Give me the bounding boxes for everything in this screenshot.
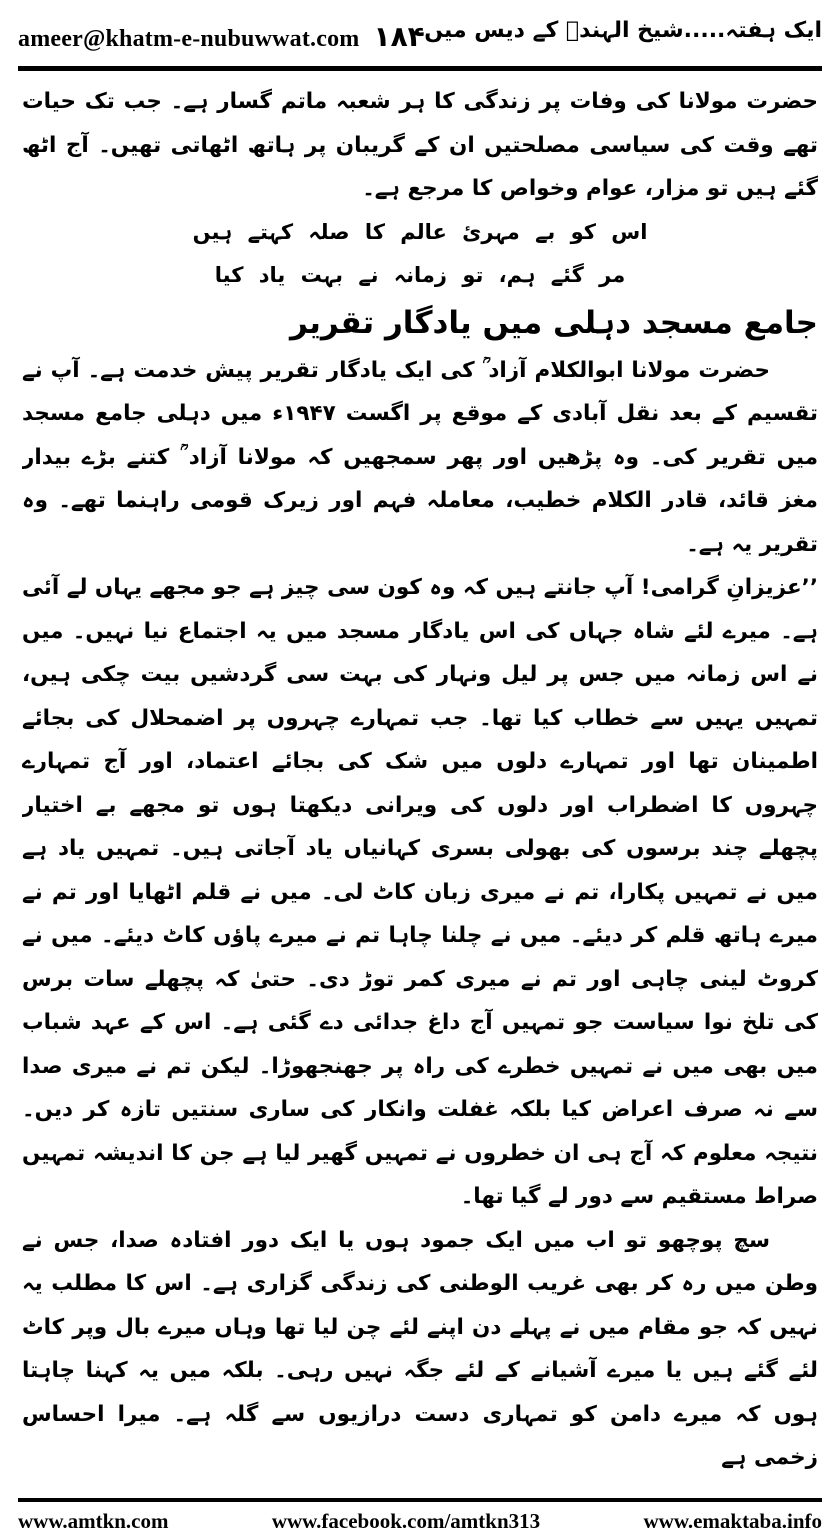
verse-line: اس کو بے مہریٔ عالم کا صلہ کہتے ہیں	[192, 219, 648, 244]
header-left	[18, 20, 425, 53]
footer-rule	[18, 1498, 822, 1502]
footer-link-facebook[interactable]: www.facebook.com/amtkn313	[271, 1508, 541, 1533]
verse-line: مر گئے ہم، تو زمانہ نے بہت یاد کیا	[214, 262, 626, 287]
page-footer	[18, 1506, 822, 1536]
footer-link-website[interactable]: www.amtkn.com	[18, 1508, 169, 1533]
intro-paragraph: حضرت مولانا کی وفات پر زندگی کا ہر شعبہ ماتم گسار ہے۔ جب تک حیات تھے وقت کی سیاسی مصلحتیں ان کے گریبان پر ہاتھ اٹھاتی تھیں۔ آج اٹھ گئے ہیں تو مزار، عوام وخواص کا مرجع ہے۔	[22, 89, 818, 201]
page-number: ۱۸۴	[373, 20, 425, 53]
body-paragraph: سچ پوچھو تو اب میں ایک جمود ہوں یا ایک دور افتادہ صدا، جس نے وطن میں رہ کر بھی غریب الوطنی کی زندگی گزاری ہے۔ اس کا مطلب یہ نہیں کہ جو مقام میں نے پہلے دن اپنے لئے چن لیا تھا وہاں میرے بال وپر کاٹ لئے گئے ہیں یا میرے آشیانے کے لئے جگہ نہیں رہی۔ بلکہ میں یہ کہنا چاہتا ہوں کہ میرے دامن کو تمہاری دست درازیوں سے گلہ ہے۔ میرا احساس زخمی ہے	[22, 1227, 818, 1470]
page-header	[18, 14, 822, 60]
body-paragraph: حضرت مولانا ابوالکلام آزاد ؒ کی ایک یادگار تقریر پیش خدمت ہے۔ آپ نے تقسیم کے بعد نقل آبادی کے موقع پر اگست ۱۹۴۷ء میں دہلی جامع مسجد میں تقریر کی۔ وہ پڑھیں اور پھر سمجھیں کہ مولانا آزاد ؒ کتنے بڑے بیدار مغز قائد، قادر الکلام خطیب، معاملہ فہم اور زیرک قومی راہنما تھے۔ وہ تقریر یہ ہے۔	[22, 357, 818, 557]
body-paragraph: ’’عزیزانِ گرامی! آپ جانتے ہیں کہ وہ کون سی چیز ہے جو مجھے یہاں لے آئی ہے۔ میرے لئے شاہ جہاں کی اس یادگار مسجد میں یہ اجتماع نیا نہیں۔ میں نے اس زمانہ میں جس پر لیل ونہار کی بہت سی گردشیں بیت چکی ہیں، تمہیں یہیں سے خطاب کیا تھا۔ جب تمہارے چہروں پر اضمحلال کی بجائے اطمینان تھا اور تمہارے دلوں میں شک کی بجائے اعتماد، اور آج تمہارے چہروں کا اضطراب اور دلوں کی ویرانی دیکھتا ہوں تو مجھے بے اختیار پچھلے چند برسوں کی بھولی بسری کہانیاں یاد آجاتی ہیں۔ تمہیں یاد ہے میں نے تمہیں پکارا، تم نے میری زبان کاٹ لی۔ میں نے قلم اٹھایا اور تم نے میرے ہاتھ قلم کر دیئے۔ میں نے چلنا چاہا تم نے میرے پاؤں کاٹ دیئے۔ میں نے کروٹ لینی چاہی اور تم نے میری کمر توڑ دی۔ حتیٰ کہ پچھلے سات برس کی تلخ نوا سیاست جو تمہیں آج داغ جدائی دے گئی ہے۔ اس کے عہد شباب میں بھی میں نے تمہیں خطرے کی راہ پر جھنجھوڑا۔ لیکن تم نے میری صدا سے نہ صرف اعراض کیا بلکہ غفلت وانکار کی ساری سنتیں تازہ کر دیں۔ نتیجہ معلوم کہ آج ہی ان خطروں نے تمہیں گھیر لیا ہے جن کا اندیشہ تمہیں صراط مستقیم سے دور لے گیا تھا۔	[22, 575, 818, 1209]
book-title: ایک ہفتہ.....شیخ الہندؒ کے دیس میں	[424, 18, 822, 43]
page-body	[22, 80, 818, 1488]
header-rule	[18, 66, 822, 71]
footer-link-emaktaba[interactable]: www.emaktaba.info	[643, 1508, 822, 1533]
section-heading: جامع مسجد دہلی میں یادگار تقریر	[290, 304, 818, 341]
header-email: ameer@khatm-e-nubuwwat.com	[18, 26, 360, 52]
